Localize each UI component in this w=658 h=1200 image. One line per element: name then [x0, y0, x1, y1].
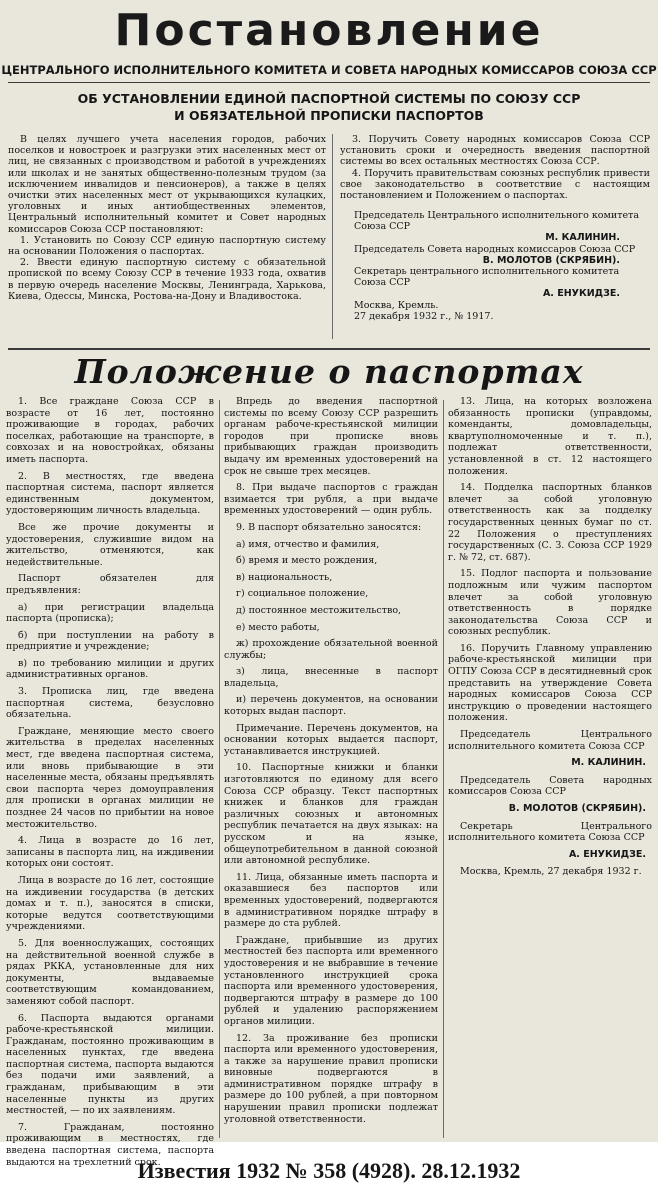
regulation-column-2 [224, 396, 438, 1140]
reg-c1-11: Лица в возрасте до 16 лет, состоящие на иждивении государства (в детских домах и т. п.), заносятся в списки, которые ведутся соответствующими учреждениями. [6, 874, 214, 933]
section-rule [8, 348, 650, 350]
reg-c2-3: 9. В паспорт обязательно заносятся: [236, 521, 422, 533]
reg-c2-10: ж) прохождение обязательной военной службы; [224, 638, 438, 661]
reg-sig3-name: А. ЕНУКИДЗЕ. [568, 848, 646, 860]
reg-c1-14: 7. Гражданам, постоянно проживающим в местностях, где введена паспортная система, паспорта выдаются на трехлетний срок. [6, 1121, 214, 1168]
decree-point-3: 3. Поручить Совету народных комиссаров Союза ССР установить сроки и очередность введения паспортной системы во всех остальных местностях Союза ССР. [340, 134, 650, 168]
reg-c2-2: 8. При выдаче паспортов с граждан взимается три рубля, а при выдаче временных удостоверений — один рубль. [224, 482, 438, 517]
reg-c2-9: е) место работы, [236, 621, 320, 633]
decree-date: 27 декабря 1932 г., № 1917. [354, 310, 494, 322]
subject-line-2: И ОБЯЗАТЕЛЬНОЙ ПРОПИСКИ ПАСПОРТОВ [174, 108, 484, 123]
decree-sig2-name: В. МОЛОТОВ (СКРЯБИН). [482, 254, 620, 266]
column-divider [219, 400, 220, 1138]
decree-point-4: 4. Поручить правительствам союзных республик привести свое законодательство в соответствие с настоящим постановлением и Положением о паспортах. [340, 167, 650, 202]
reg-c2-16: Граждане, прибывшие из других местностей без паспорта или временного удостоверения и не выбравшие в течение установленного инструкцией срока паспорта или временного удостоверения, подвергаются штрафу в размере до 100 рублей и удалению распоряжением органов милиции. [224, 934, 438, 1027]
decree-intro: В целях лучшего учета населения городов, рабочих поселков и новостроек и разгрузки этих населенных мест от лиц, не связанных с производством и работой в учреждениях или школах и не занятых общественно-полезным трудом (за исключением инвалидов и пенсионеров), а также в целях очистки этих населенных мест от укрывающихся кулацких, уголовных и иных антиобщественных элементов, Центральный исполнительный комитет и Совет народных комиссаров Союза ССР постановляют: [8, 134, 326, 235]
reg-c2-11: з) лица, внесенные в паспорт владельца, [224, 666, 438, 689]
reg-c1-4: Паспорт обязателен для предъявления: [6, 573, 214, 596]
reg-c2-8: д) постоянное местожительство, [236, 604, 402, 616]
reg-c1-7: в) по требованию милиции и других административных органов. [6, 657, 214, 681]
reg-c1-3: Все же прочие документы и удостоверения, служившие видом на жительство, отменяются, как недействительные. [6, 521, 214, 568]
regulation-column-3 [448, 396, 652, 1140]
reg-c1-6: б) при поступлении на работу в предприятие и учреждение; [6, 629, 214, 653]
regulation-column-1 [6, 396, 214, 1168]
reg-c2-5: б) время и место рождения, [236, 555, 378, 567]
decree-sig3-name: А. ЕНУКИДЗЕ. [542, 288, 620, 300]
decree-point-2: 2. Ввести единую паспортную систему с обязательной пропиской по всему Союзу ССР в течение 1933 года, охватив в первую очередь население Москвы, Ленинграда, Харькова, Киева, Одессы, Минска, Ростова-на-Дону и Владивостока. [8, 257, 326, 302]
decree-point-1: 1. Установить по Союзу ССР единую паспортную систему на основании Положения о паспортах. [8, 234, 326, 258]
reg-c1-2: 2. В местностях, где введена паспортная система, паспорт является единственным документом, удостоверяющим личность владельца. [6, 470, 214, 517]
reg-c1-12: 5. Для военнослужащих, состоящих на действительной военной службе в рядах РККА, установленные для них документы, выдаваемые соответствующим командованием, заменяют собой паспорт. [6, 937, 214, 1007]
reg-sig3-role: Секретарь Центрального исполнительного комитета Союза ССР [448, 820, 652, 844]
reg-c2-1: Впредь до введения паспортной системы по всему Союзу ССР разрешить органам рабоче-крестьянской милиции городов при прописке вновь прибывающих граждан производить выдачу им временных удостоверений на срок не свыше трех месяцев. [224, 396, 438, 477]
reg-c2-7: г) социальное положение, [236, 588, 369, 600]
reg-sig1-role: Председатель Центрального исполнительного комитета Союза ССР [448, 729, 652, 752]
reg-c3-3: 15. Подлог паспорта и пользование подложным или чужим паспортом влечет за собой уголовную ответственность в порядке законодательства Союза ССР и союзных республик. [448, 568, 652, 638]
reg-c3-2: 14. Подделка паспортных бланков влечет за собой уголовную ответственность как за подделку государственных ценных бумаг по ст. 22 Положения о преступлениях государственных (С. З. Союза ССР 1929 г. № 72, ст. 687). [448, 482, 652, 563]
reg-sig2-role: Председатель Совета народных комиссаров Союза ССР [448, 774, 652, 798]
header-rule [8, 82, 650, 83]
reg-c1-5: а) при регистрации владельца паспорта (прописка); [6, 601, 214, 625]
reg-c2-17: 12. За проживание без прописки паспорта или временного удостоверения, а также за нарушение правил прописки виновные подвергаются в административном порядке штрафу в размере до 100 рублей, а при повторном нарушении правил прописки подлежат уголовной ответственности. [224, 1032, 438, 1125]
decree-place: Москва, Кремль. [354, 299, 439, 311]
decree-right-column [340, 134, 650, 208]
column-divider [332, 134, 333, 339]
decree-left-column [8, 134, 326, 344]
decree-sig3-role: Секретарь центрального исполнительного комитета Союза ССР [354, 266, 620, 289]
reg-c2-4: а) имя, отчество и фамилия, [236, 538, 380, 550]
reg-c2-6: в) национальность, [236, 571, 333, 583]
reg-c2-12: и) перечень документов, на основании которых выдан паспорт. [224, 694, 438, 718]
reg-c3-4: 16. Поручить Главному управлению рабоче-крестьянской милиции при ОГПУ Союза ССР в десятидневный срок представить на утверждение Совета народных комиссаров Союза ССР инструкцию о проведении настоящего положения. [448, 642, 652, 724]
decree-sig1-name: М. КАЛИНИН. [545, 232, 620, 244]
column-divider [443, 400, 444, 1138]
regulation-title: Положение о паспортах [74, 352, 584, 391]
reg-sig1-name: М. КАЛИНИН. [571, 757, 646, 769]
reg-c1-1: 1. Все граждане Союза ССР в возрасте от 16 лет, постоянно проживающие в городах, рабочих поселках, работающие на транспорте, в совхозах и на новостройках, обязаны иметь паспорта. [6, 396, 214, 465]
source-caption: Известия 1932 № 358 (4928). 28.12.1932 [137, 1158, 521, 1183]
reg-place-date: Москва, Кремль, 27 декабря 1932 г. [460, 866, 642, 878]
reg-c2-15: 11. Лица, обязанные иметь паспорта и оказавшиеся без паспортов или временных удостоверений, подвергаются в административном порядке штрафу в размере до ста рублей. [224, 871, 438, 930]
decree-signatures [340, 210, 650, 345]
reg-c1-8: 3. Прописка лиц, где введена паспортная система, безусловно обязательна. [6, 686, 214, 721]
reg-c2-13: Примечание. Перечень документов, на основании которых выдается паспорт, устанавливается инструкцией. [224, 722, 438, 757]
decree-sig2-role: Председатель Совета народных комиссаров Союза ССР [354, 243, 636, 255]
reg-c3-1: 13. Лица, на которых возложена обязанность прописки (управдомы, коменданты, домовладельцы, квартуполномоченные и т. п.), подлежат ответственности, установленной в ст. 12 настоящего положения. [448, 396, 652, 477]
reg-c1-13: 6. Паспорта выдаются органами рабоче-крестьянской милиции. Гражданам, постоянно проживающим в населенных пунктах, где введена паспортная система, паспорта выдаются без подачи ими заявлений, а гражданам, прибывающим в эти населенные пункты из других местностей, — по их заявлениям. [6, 1012, 214, 1117]
reg-c1-9: Граждане, меняющие место своего жительства в пределах населенных мест, где введена паспортная система, или вновь прибывающие в эти населенные места, обязаны предъявлять свои паспорта через домоуправления для прописки в органах милиции не позднее 24 часов по прибытии на новое местожительство. [6, 725, 214, 830]
decree-sig1-role: Председатель Центрального исполнительного комитета Союза ССР [354, 210, 640, 233]
page-title: Постановление [114, 5, 544, 56]
issuer-subtitle: ЦЕНТРАЛЬНОГО ИСПОЛНИТЕЛЬНОГО КОМИТЕТА И СОВЕТА НАРОДНЫХ КОМИССАРОВ СОЮЗА ССР [1, 63, 657, 77]
reg-sig2-name: В. МОЛОТОВ (СКРЯБИН). [508, 803, 646, 814]
reg-c2-14: 10. Паспортные книжки и бланки изготовляются по единому для всего Союза ССР образцу. Текст паспортных книжек и бланков для граждан различных союзных и автономных республик печатается на двух языках: на русском и на языке, общеупотребительном в данной союзной или автономной республике. [224, 762, 438, 867]
reg-c1-10: 4. Лица в возрасте до 16 лет, записаны в паспорта лиц, на иждивении которых они состоят. [6, 835, 214, 870]
subject-line-1: ОБ УСТАНОВЛЕНИИ ЕДИНОЙ ПАСПОРТНОЙ СИСТЕМЫ ПО СОЮЗУ ССР [77, 91, 581, 106]
